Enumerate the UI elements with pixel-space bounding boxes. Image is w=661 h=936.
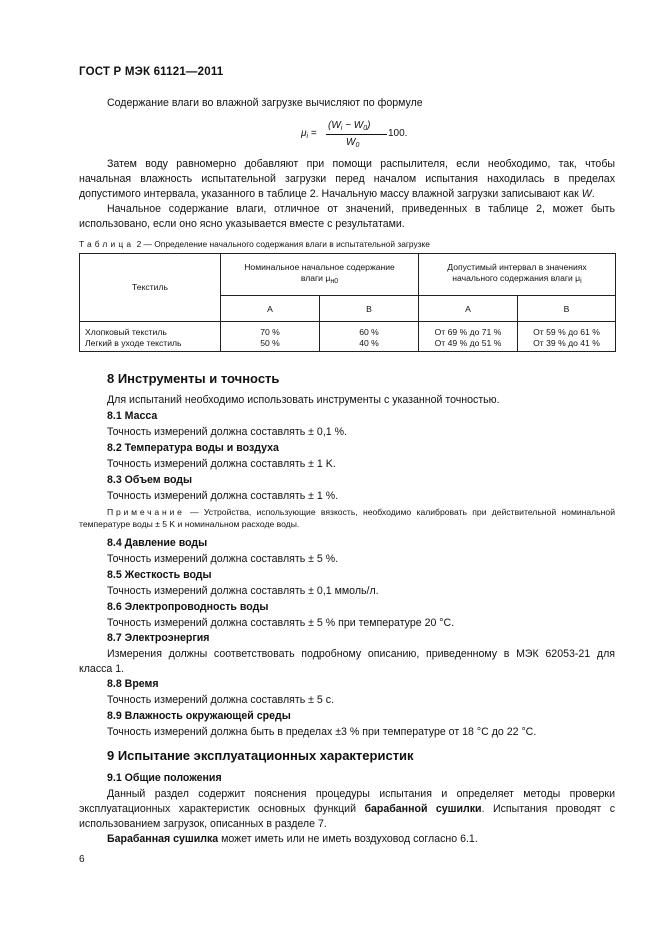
section-9-title: 9 Испытание эксплуатационных характеристик [107, 748, 414, 763]
table-caption-label: Таблица [79, 239, 135, 249]
col-range-sub: i [580, 278, 582, 285]
cell-rng-a [419, 322, 518, 352]
formula-lead: Содержание влаги во влажной загрузке вычисляют по формуле [107, 97, 423, 109]
formula-den: W [346, 137, 356, 148]
section-8-6-title: 8.6 Электропроводность воды [107, 601, 269, 613]
paragraph-spray-var: W [581, 188, 592, 200]
formula-numerator [328, 120, 370, 132]
subcol-nominal-b: B [320, 296, 419, 322]
section-9-1-text-2: может иметь или не иметь воздуховод согласно 6.1. [218, 833, 478, 845]
section-9-1-paragraph [79, 787, 615, 832]
section-8-9-text: Точность измерений должна быть в пределах ±3 % при температуре от 18 °С до 22 °С. [107, 726, 537, 738]
standard-header: ГОСТ Р МЭК 61121—2011 [79, 66, 224, 78]
formula-lhs [301, 128, 317, 140]
table-caption [79, 239, 430, 249]
formula-den-sub: 0 [355, 142, 360, 149]
col-nominal-sub: н0 [330, 278, 339, 285]
section-8-7-text: Измерения должны соответствовать подробному описанию, приведенному в МЭК 62053-21 для класса 1. [79, 648, 615, 675]
section-9-1-text-a: Данный раздел содержит пояснения процедуры испытания и определяет методы проверки эксплуатационных характеристик основных функций [79, 788, 615, 815]
cell-nom-b-0: 60 % [359, 327, 379, 337]
cell-nom-b [320, 322, 419, 352]
cell-nom-b-1: 40 % [359, 338, 379, 348]
formula-num-close: ) [367, 120, 371, 131]
formula-num-minus: − W [342, 120, 364, 131]
section-8-1-title: 8.1 Масса [107, 410, 158, 422]
subcol-range-b: B [518, 296, 616, 322]
col-textile-header: Текстиль [80, 254, 221, 322]
moisture-formula [301, 120, 421, 156]
section-9-1-paragraph-2 [79, 832, 615, 847]
formula-mu-sub: i [306, 133, 309, 140]
section-8-8-text: Точность измерений должна составлять ± 5 с. [107, 694, 335, 706]
section-9-1-title: 9.1 Общие положения [107, 772, 222, 784]
section-8-7-title: 8.7 Электроэнергия [107, 632, 210, 644]
section-8-3-text: Точность измерений должна составлять ± 1 %. [107, 490, 339, 502]
section-8-2-title: 8.2 Температура воды и воздуха [107, 442, 279, 454]
table-row [80, 322, 616, 352]
col-nominal-text: Номинальное начальное содержание влаги μ [244, 262, 395, 283]
cell-nom-a-1: 50 % [260, 338, 280, 348]
section-8-3-title: 8.3 Объем воды [107, 474, 193, 486]
section-8-title: 8 Инструменты и точность [107, 371, 280, 386]
formula-eq: = [310, 128, 317, 139]
section-9-1-term-2: Барабанная сушилка [107, 833, 219, 845]
formula-mu: μ [301, 128, 307, 139]
formula-num-sub2: 0 [363, 125, 368, 132]
subcol-range-a: A [419, 296, 518, 322]
table-caption-text: 2 — Определение начального содержания влаги в испытательной загрузке [134, 239, 430, 249]
note-text: — Устройства, использующие вязкость, необходимо калибровать при действительной номинальной температуре воды ± 5 K и номинальном расходе воды. [79, 507, 615, 529]
col-range-header [419, 254, 616, 296]
cell-rng-a-0: От 69 % до 71 % [434, 327, 502, 337]
section-8-4-title: 8.4 Давление воды [107, 537, 208, 549]
formula-num-sub1: i [340, 125, 343, 132]
paragraph-spray-text: Затем воду равномерно добавляют при помощи распылителя, если необходимо, так, чтобы начальная влажность испытательной загрузки перед началом испытания находилась в пределах допустимого интервала, указанного в таблице 2. Начальную массу влажной загрузки записывают как [79, 158, 615, 200]
section-8-2-text: Точность измерений должна составлять ± 1 K. [107, 458, 336, 470]
formula-num-open: (W [328, 120, 341, 131]
subcol-nominal-a: A [221, 296, 320, 322]
section-9-1-term: барабанной сушилки [364, 803, 482, 815]
cell-textile-1: Легкий в уходе текстиль [85, 338, 182, 348]
paragraph-initial-moisture: Начальное содержание влаги, отличное от значений, приведенных в таблице 2, может быть использовано, если оно ясно указывается вместе с результатами. [79, 203, 615, 230]
section-9-1-text-c: . Испытания проводят с использованием загрузок, описанных в разделе 7. [79, 803, 615, 830]
page-number: 6 [79, 854, 85, 865]
section-8-5-title: 8.5 Жесткость воды [107, 569, 212, 581]
cell-rng-b [518, 322, 616, 352]
paragraph-spray [79, 157, 615, 202]
cell-nom-a-0: 70 % [260, 327, 280, 337]
formula-multiplier: 100. [388, 128, 408, 139]
section-8-intro: Для испытаний необходимо использовать инструменты с указанной точностью. [107, 394, 500, 406]
note-label: Примечание [107, 507, 185, 517]
formula-fraction-bar [326, 134, 387, 135]
section-8-1-text: Точность измерений должна составлять ± 0,1 %. [107, 426, 347, 438]
cell-rng-b-1: От 39 % до 41 % [533, 338, 600, 348]
moisture-table [79, 253, 616, 352]
section-8-5-text: Точность измерений должна составлять ± 0,1 ммоль/л. [107, 585, 379, 597]
col-range-text: Допустимый интервал в значениях начального содержания влаги μ [447, 262, 587, 283]
section-8-4-text: Точность измерений должна составлять ± 5 %. [107, 553, 339, 565]
col-nominal-header [221, 254, 419, 296]
section-8-9-title: 8.9 Влажность окружающей среды [107, 710, 291, 722]
cell-rng-a-1: От 49 % до 51 % [434, 338, 502, 348]
formula-denominator [346, 137, 359, 149]
section-8-8-title: 8.8 Время [107, 678, 159, 690]
section-8-note [79, 506, 615, 530]
cell-rng-b-0: От 59 % до 61 % [533, 327, 600, 337]
cell-textile [80, 322, 221, 352]
cell-nom-a [221, 322, 320, 352]
paragraph-spray-end: . [591, 188, 595, 200]
section-8-6-text: Точность измерений должна составлять ± 5 % при температуре 20 °С. [107, 617, 455, 629]
cell-textile-0: Хлопковый текстиль [85, 327, 167, 337]
